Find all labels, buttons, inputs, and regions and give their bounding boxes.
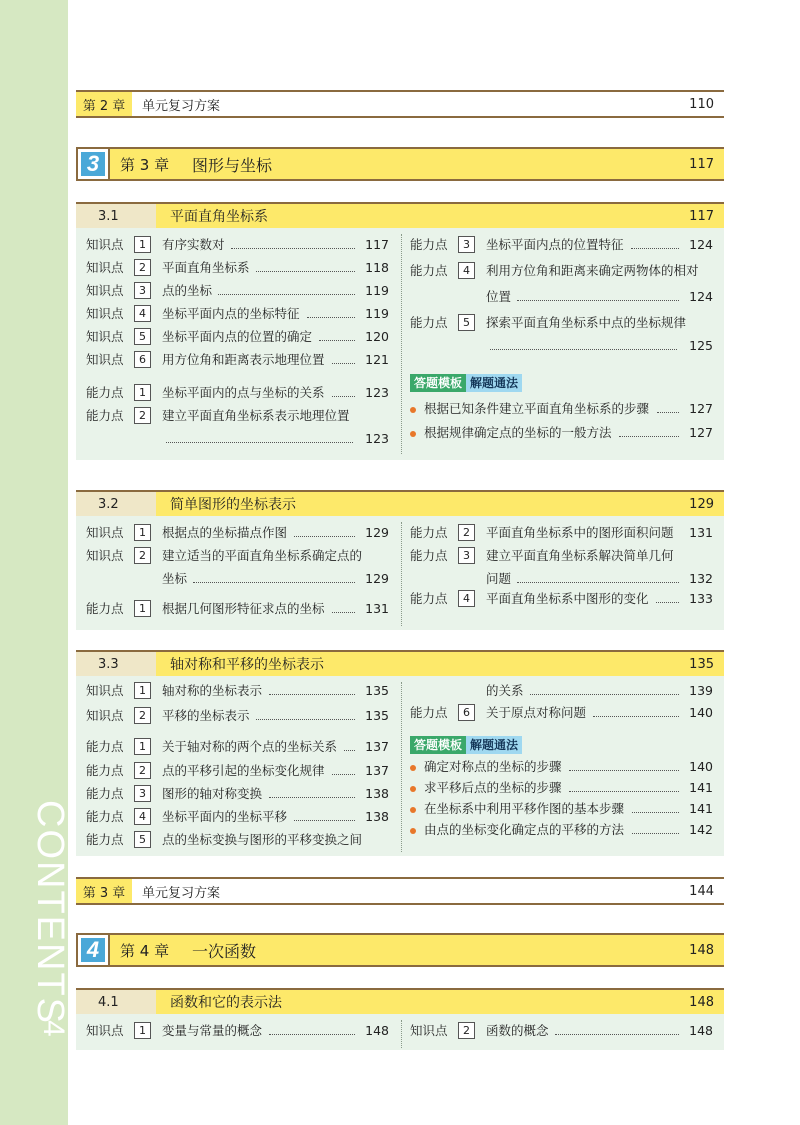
entry-kind-label: 知识点 (86, 237, 124, 252)
toc-entry[interactable] (86, 545, 391, 591)
dotted-leader (344, 737, 355, 751)
dotted-leader (319, 327, 355, 341)
toc-entry[interactable] (410, 234, 715, 257)
chapter4-number-icon: 4 (76, 933, 110, 967)
entry-page: 148 (689, 1023, 713, 1038)
dotted-leader (332, 383, 355, 397)
entry-number-box: 1 (134, 384, 151, 401)
entry-title: 根据几何图形特征求点的坐标 (162, 601, 325, 616)
template-title: 根据规律确定点的坐标的一般方法 (424, 425, 612, 440)
entry-kind-label: 能力点 (86, 809, 124, 824)
chapter4-label: 第 4 章 (120, 941, 170, 960)
badge-answer-template: 答题模板 (410, 374, 466, 392)
entry-number-box: 1 (134, 600, 151, 617)
section-4-1-title: 函数和它的表示法 (170, 995, 282, 1011)
toc-entry[interactable] (86, 806, 391, 829)
entry-page: 123 (365, 431, 389, 446)
entry-number-box: 1 (134, 738, 151, 755)
unit2-title: 单元复习方案 (142, 98, 221, 114)
dotted-leader (307, 304, 355, 318)
answer-template-badge (410, 374, 522, 392)
chapter4-title: 一次函数 (192, 941, 257, 961)
section-3-3-number: 3.3 (76, 652, 156, 676)
entry-number-box: 2 (458, 1022, 475, 1039)
entry-page: 123 (365, 385, 389, 400)
dotted-leader (332, 599, 355, 613)
unit3-title: 单元复习方案 (142, 885, 221, 901)
entry-number-box: 4 (458, 262, 475, 279)
unit3-page: 144 (689, 883, 714, 899)
entry-kind-label: 知识点 (410, 1023, 448, 1038)
toc-entry[interactable] (86, 1020, 391, 1043)
toc-entry[interactable] (86, 303, 391, 326)
bullet-dot-icon (410, 431, 416, 437)
toc-entry[interactable] (86, 680, 391, 703)
entry-kind-label: 能力点 (86, 739, 124, 754)
entry-title: 变量与常量的概念 (162, 1023, 263, 1038)
toc-entry[interactable] (86, 598, 391, 621)
toc-entry[interactable] (86, 349, 391, 372)
section-3-3-panel (76, 676, 724, 856)
entry-number-box: 1 (134, 524, 151, 541)
toc-entry[interactable] (410, 522, 715, 545)
section-3-2-panel (76, 516, 724, 630)
dotted-leader (632, 799, 679, 813)
entry-page: 137 (365, 763, 389, 778)
entry-kind-label: 知识点 (86, 683, 124, 698)
unit3-label: 第 3 章 (76, 879, 132, 903)
unit2-review-bar[interactable] (76, 90, 724, 118)
section-4-1-number: 4.1 (76, 990, 156, 1014)
entry-title: 点的平移引起的坐标变化规律 (162, 763, 325, 778)
entry-title-continued: 的关系 (486, 683, 524, 698)
entry-number-box: 2 (134, 259, 151, 276)
entry-title: 关于原点对称问题 (486, 705, 587, 720)
entry-kind-label: 能力点 (86, 832, 124, 847)
entry-title: 平移的坐标表示 (162, 708, 250, 723)
entry-kind-label: 知识点 (86, 1023, 124, 1038)
entry-page: 131 (689, 525, 713, 540)
entry-number-box: 1 (134, 1022, 151, 1039)
section-4-1-panel (76, 1014, 724, 1050)
entry-title: 坐标平面内点的位置特征 (486, 237, 624, 252)
template-title: 由点的坐标变化确定点的平移的方法 (424, 822, 625, 837)
entry-number-box: 6 (134, 351, 151, 368)
entry-kind-label: 知识点 (86, 708, 124, 723)
section-4-1-page: 148 (689, 994, 714, 1010)
entry-kind-label: 知识点 (86, 525, 124, 540)
dotted-leader (332, 350, 355, 364)
entry-title: 轴对称的坐标表示 (162, 683, 263, 698)
entry-kind-label: 知识点 (86, 548, 124, 563)
template-title: 求平移后点的坐标的步骤 (424, 780, 562, 795)
entry-title: 坐标平面内的坐标平移 (162, 809, 288, 824)
section-4-1-bar[interactable] (76, 988, 724, 1014)
entry-page: 129 (365, 525, 389, 540)
toc-entry[interactable] (86, 736, 391, 759)
chapter3-page: 117 (689, 156, 714, 172)
entry-title: 坐标平面内点的位置的确定 (162, 329, 313, 344)
column-divider (401, 522, 402, 626)
toc-entry[interactable] (86, 280, 391, 303)
dotted-leader (631, 235, 679, 249)
dotted-leader (269, 681, 355, 695)
entry-kind-label: 能力点 (410, 525, 448, 540)
template-page: 141 (689, 801, 713, 816)
template-item[interactable] (410, 398, 715, 420)
entry-kind-label: 能力点 (86, 408, 124, 423)
entry-number-box: 2 (134, 707, 151, 724)
toc-entry[interactable] (86, 326, 391, 349)
chapter4-page: 148 (689, 942, 714, 958)
dotted-leader (530, 681, 679, 695)
toc-entry[interactable] (86, 522, 391, 545)
template-page: 127 (689, 401, 713, 416)
entry-page: 125 (689, 338, 713, 353)
chapter3-bar[interactable] (76, 147, 724, 181)
dotted-leader (332, 761, 355, 775)
entry-page: 148 (365, 1023, 389, 1038)
bullet-dot-icon (410, 807, 416, 813)
entry-title: 根据点的坐标描点作图 (162, 525, 288, 540)
dotted-leader (657, 399, 679, 413)
template-page: 140 (689, 759, 713, 774)
entry-number-box: 4 (134, 808, 151, 825)
entry-title: 有序实数对 (162, 237, 225, 252)
dotted-leader (218, 281, 355, 295)
entry-page: 119 (365, 283, 389, 298)
template-page: 127 (689, 425, 713, 440)
dotted-leader (517, 287, 679, 301)
entry-page: 132 (689, 571, 713, 586)
toc-entry[interactable] (86, 234, 391, 257)
entry-number-box: 6 (458, 704, 475, 721)
entry-number-box: 3 (458, 547, 475, 564)
dotted-leader (231, 235, 355, 249)
entry-title: 图形的轴对称变换 (162, 786, 263, 801)
entry-number-box: 5 (134, 831, 151, 848)
template-item[interactable] (410, 777, 715, 799)
entry-title: 关于轴对称的两个点的坐标关系 (162, 739, 338, 754)
section-3-2-bar[interactable] (76, 490, 724, 516)
entry-number-box: 2 (134, 547, 151, 564)
entry-page: 135 (365, 683, 389, 698)
entry-title: 平面直角坐标系中图形的变化 (486, 591, 649, 606)
template-title: 确定对称点的坐标的步骤 (424, 759, 562, 774)
entry-number-box: 5 (134, 328, 151, 345)
column-divider (401, 682, 402, 852)
entry-kind-label: 知识点 (86, 260, 124, 275)
dotted-leader (619, 423, 679, 437)
template-title: 在坐标系中利用平移作图的基本步骤 (424, 801, 625, 816)
entry-number-box: 5 (458, 314, 475, 331)
entry-kind-label: 知识点 (86, 283, 124, 298)
section-3-3-title: 轴对称和平移的坐标表示 (170, 657, 324, 673)
toc-entry[interactable] (410, 1020, 715, 1043)
entry-kind-label: 能力点 (410, 548, 448, 563)
entry-title-continued: 坐标 (162, 571, 188, 586)
section-3-2-title: 简单图形的坐标表示 (170, 497, 296, 513)
toc-entry[interactable] (410, 260, 715, 312)
section-3-3-page: 135 (689, 656, 714, 672)
entry-kind-label: 能力点 (410, 263, 448, 278)
section-3-3-bar[interactable] (76, 650, 724, 676)
template-item[interactable] (410, 756, 715, 778)
entry-page: 119 (365, 306, 389, 321)
dotted-leader (166, 429, 353, 443)
toc-entry[interactable] (86, 405, 391, 451)
entry-title: 平面直角坐标系中的图形面积问题 (486, 525, 674, 540)
unit2-label: 第 2 章 (76, 92, 132, 116)
toc-entry[interactable] (86, 382, 391, 405)
entry-title: 建立适当的平面直角坐标系确定点的 (162, 548, 363, 563)
entry-kind-label: 能力点 (86, 786, 124, 801)
entry-title: 函数的概念 (486, 1023, 549, 1038)
dotted-leader (569, 757, 679, 771)
dotted-leader (256, 258, 355, 272)
bullet-dot-icon (410, 786, 416, 792)
section-3-2-number: 3.2 (76, 492, 156, 516)
section-3-1-bar[interactable] (76, 202, 724, 228)
entry-title: 利用方位角和距离来确定两物体的相对 (486, 263, 699, 278)
chapter3-number-icon: 3 (76, 147, 110, 181)
entry-title: 坐标平面内点的坐标特征 (162, 306, 300, 321)
answer-template-badge (410, 736, 522, 754)
entry-kind-label: 知识点 (86, 352, 124, 367)
chapter4-bar[interactable] (76, 933, 724, 967)
entry-number-box: 3 (458, 236, 475, 253)
dotted-leader (269, 784, 355, 798)
section-3-1-panel (76, 228, 724, 460)
entry-title-continued: 问题 (486, 571, 512, 586)
entry-number-box: 2 (134, 762, 151, 779)
template-item[interactable] (410, 422, 715, 444)
entry-title: 点的坐标变换与图形的平移变换之间 (162, 832, 363, 847)
entry-title: 用方位角和距离表示地理位置 (162, 352, 325, 367)
entry-kind-label: 能力点 (86, 763, 124, 778)
entry-page: 135 (365, 708, 389, 723)
template-item[interactable] (410, 798, 715, 820)
section-3-1-page: 117 (689, 208, 714, 224)
section-3-1-title: 平面直角坐标系 (170, 209, 268, 225)
badge-general-method: 解题通法 (466, 374, 522, 392)
bullet-dot-icon (410, 765, 416, 771)
toc-entry[interactable] (410, 312, 715, 358)
toc-entry[interactable] (86, 257, 391, 280)
entry-page: 121 (365, 352, 389, 367)
entry-page: 139 (689, 683, 713, 698)
entry-title: 点的坐标 (162, 283, 213, 298)
toc-entry[interactable] (86, 760, 391, 783)
toc-entry[interactable] (410, 588, 715, 611)
badge-answer-template: 答题模板 (410, 736, 466, 754)
entry-number-box: 1 (134, 682, 151, 699)
unit2-page: 110 (689, 96, 714, 112)
chapter3-label: 第 3 章 (120, 155, 170, 174)
entry-number-box: 3 (134, 282, 151, 299)
entry-title: 探索平面直角坐标系中点的坐标规律 (486, 315, 687, 330)
template-title: 根据已知条件建立平面直角坐标系的步骤 (424, 401, 650, 416)
dotted-leader (517, 569, 679, 583)
entry-kind-label: 知识点 (86, 306, 124, 321)
entry-number-box: 2 (134, 407, 151, 424)
entry-kind-label: 能力点 (410, 315, 448, 330)
entry-page: 117 (365, 237, 389, 252)
toc-entry[interactable] (86, 829, 391, 852)
entry-number-box: 4 (458, 590, 475, 607)
dotted-leader (294, 807, 355, 821)
template-item[interactable] (410, 819, 715, 841)
toc-entry-continued[interactable] (410, 680, 715, 702)
template-page: 141 (689, 780, 713, 795)
entry-title-continued: 位置 (486, 289, 512, 304)
entry-page: 137 (365, 739, 389, 754)
bullet-dot-icon (410, 407, 416, 413)
entry-number-box: 4 (134, 305, 151, 322)
column-divider (401, 234, 402, 454)
entry-number-box: 3 (134, 785, 151, 802)
unit3-review-bar[interactable] (76, 877, 724, 905)
entry-kind-label: 能力点 (86, 601, 124, 616)
entry-kind-label: 能力点 (410, 237, 448, 252)
column-divider (401, 1020, 402, 1048)
entry-title: 平面直角坐标系 (162, 260, 250, 275)
entry-title: 坐标平面内的点与坐标的关系 (162, 385, 325, 400)
dotted-leader (256, 706, 355, 720)
toc-entry[interactable] (410, 545, 715, 591)
template-page: 142 (689, 822, 713, 837)
entry-page: 120 (365, 329, 389, 344)
entry-page: 138 (365, 786, 389, 801)
toc-entry[interactable] (86, 705, 391, 728)
section-3-2-page: 129 (689, 496, 714, 512)
contents-vertical-label: CONTENTS (29, 800, 71, 1025)
entry-title: 建立平面直角坐标系解决简单几何 (486, 548, 674, 563)
toc-entry[interactable] (410, 702, 715, 725)
entry-page: 124 (689, 237, 713, 252)
page-number: 4 (37, 1020, 70, 1037)
entry-page: 131 (365, 601, 389, 616)
dotted-leader (569, 778, 679, 792)
dotted-leader (632, 820, 679, 834)
dotted-leader (193, 569, 355, 583)
entry-number-box: 1 (134, 236, 151, 253)
entry-kind-label: 知识点 (86, 329, 124, 344)
entry-page: 138 (365, 809, 389, 824)
dotted-leader (656, 589, 679, 603)
entry-page: 124 (689, 289, 713, 304)
entry-page: 118 (365, 260, 389, 275)
entry-page: 140 (689, 705, 713, 720)
entry-page: 129 (365, 571, 389, 586)
entry-kind-label: 能力点 (410, 591, 448, 606)
toc-entry[interactable] (86, 783, 391, 806)
entry-number-box: 2 (458, 524, 475, 541)
chapter3-title: 图形与坐标 (192, 155, 273, 175)
dotted-leader (490, 336, 677, 350)
badge-general-method: 解题通法 (466, 736, 522, 754)
entry-page: 133 (689, 591, 713, 606)
dotted-leader (269, 1021, 355, 1035)
dotted-leader (593, 703, 679, 717)
dotted-leader (294, 523, 355, 537)
dotted-leader (555, 1021, 679, 1035)
entry-title: 建立平面直角坐标系表示地理位置 (162, 408, 350, 423)
entry-kind-label: 能力点 (410, 705, 448, 720)
section-3-1-number: 3.1 (76, 204, 156, 228)
entry-kind-label: 能力点 (86, 385, 124, 400)
bullet-dot-icon (410, 828, 416, 834)
